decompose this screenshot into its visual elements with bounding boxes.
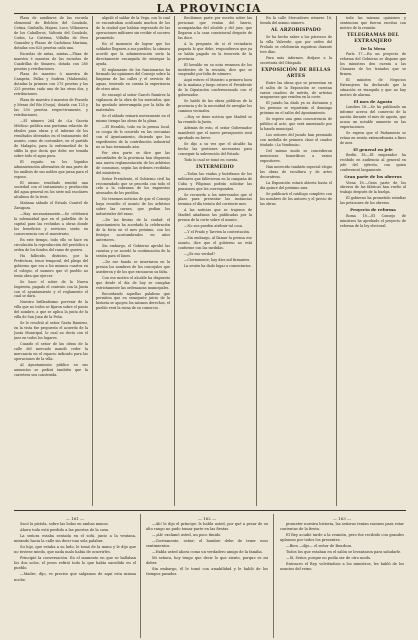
section-heading: TELEGRAMAS DEL EXTRANJERO xyxy=(346,32,400,44)
masthead: LA PROVINCIA xyxy=(156,2,262,15)
section-heading: El mes de Agosto xyxy=(353,98,393,104)
article-paragraph: En el momento de lograr que los soldados llegasen a sus pueblos, la cámara acordó que la administración sería la directamente encargada de entregar la ayuda. xyxy=(96,41,170,66)
article-paragraph: Para más informes, diríjase a la secretaría del Obispado. xyxy=(260,55,332,65)
article-paragraph: Plaza de maestro ó maestra de Pozuelo y Mesas del Río (Oseja), dotada con 125 y las 250 pesetas respectivamente, y retribuciones. xyxy=(14,98,88,118)
article-paragraph: —De ese bando se insertaron en la prensa los nombres de los concejales que asistieron y de los que excusaron su falta. xyxy=(96,259,170,274)
article-paragraph: Se encargó al señor Garcés Ramírez la vigilancia de la obra de los mercados, que ha quedado interrumpida por la falta de materiales. xyxy=(96,93,170,113)
article-paragraph: —No nos pueden atribuir tal cosa. xyxy=(184,224,243,229)
article-paragraph: —De las fiestas de la ciudad: el Ayuntamiento ha acordado la celebración de la feria en el mes próximo, con los festejos acostumbrados en años anteriores. xyxy=(96,218,170,242)
article-paragraph: Recibimos parte por escrito sobre las personas que venían del barrio, acompañadas del alcalde y del juez, que llegaron a la casa consistorial después de las doce. xyxy=(178,16,252,40)
serial-paragraph: —Sí, Señor, porque no podía ser de otro modo. xyxy=(286,556,372,561)
serial-paragraph: Entonces el Rey, volviéndose a los ministros, les habló de los asuntos del reino. xyxy=(280,562,404,572)
section-heading: EXPOSICIÓN DE BELLAS ARTES xyxy=(261,67,331,79)
column-divider xyxy=(174,16,175,506)
column-1 xyxy=(14,16,88,506)
article-paragraph: Se le resolvió al señor Gaeta Ramírez, en la vista fue propuesto el acuerdo de la Junta Municipal, lo cual no decía con el juez en todos los lugares. xyxy=(14,321,88,341)
article-paragraph: Se recuerda a los interesados que el plazo para presentar las instancias termina el día treinta del corriente mes. xyxy=(178,192,252,207)
article-paragraph: —Todas las viudas y huérfanos de los militares que fallecieron en la campaña de Cuba y Filipinas podrán solicitar las pensiones que les corresponden. xyxy=(178,171,252,191)
article-paragraph: Señor Presidente, el Gobierno civil ha recomendado que se proceda con todo el celo a la cobranza de los impuestos atrasados de los pueblos. xyxy=(96,176,170,196)
article-paragraph: alquiló el saldar de la Vega, con lo cual se encontraban ocultando muchos de los de la ciudad que habían regresado de las operaciones militares sin recibir el socorro prometido. xyxy=(96,16,170,40)
serial-paragraph: prometer nuestra historia, las señoras tenían razones para estar contentas de la fiesta. xyxy=(280,522,404,532)
article-paragraph: Todo lo cual se tomó en cuenta. xyxy=(184,157,239,162)
column-divider xyxy=(336,16,337,506)
column-2 xyxy=(96,16,170,506)
article-paragraph: toda las mismas opiniones y sentencias que fueron escritas con motivo de la reunión. xyxy=(340,16,406,30)
article-paragraph: Se espera que el Parlamento se reúna en sesión extraordinaria a fines de mes. xyxy=(340,131,406,145)
page-number: — 162 — xyxy=(197,516,217,521)
article-paragraph: Entre las obras que se presentan en el salón de la Exposición se cuentan varios cuadros de mérito, de artistas aragoneses que residen en la corte. xyxy=(260,80,332,100)
article-paragraph: Se dijo a su vez que el alcalde ha hecho las gestiones necesarias para conseguir la subvención del Estado. xyxy=(178,141,252,156)
serial-paragraph: La señora estaba sentada en el sofá, junto a la ventana, mirando hacia la calle sin decir una sola palabra. xyxy=(14,534,136,544)
article-paragraph: Aquí estuvo el Ministro a primera hora de la mañana y luego estuvo el Presidente de la Diputación conferenciando con el gobernador. xyxy=(178,78,252,98)
article-paragraph: Se publicará el catálogo completo con los nombres de los autores y el precio de las obras. xyxy=(260,191,332,206)
article-paragraph: Se hace el sobre de la Nueva Imprenta, pagado el contrato con la Junta con el ayuntamiento y el reglamento el cual se dará. xyxy=(14,279,88,299)
section-heading: De la Mesa xyxy=(360,45,386,51)
article-paragraph: La Exposición estará abierta hasta el día quince del próximo mes. xyxy=(260,180,332,190)
article-paragraph: Se habló de las obras públicas de la provincia y de la necesidad de arreglar los caminos vecinales. xyxy=(178,99,252,114)
page-number: — 161 — xyxy=(65,516,85,521)
article-paragraph: Mañana sábado el Estado Cuartel de Zaragoza. xyxy=(14,201,88,211)
article-paragraph: —¿Es eso verdad? xyxy=(184,251,216,256)
article-paragraph: Con ese motivo el alcalde ha dispuesto que desde el día de hoy se cumplan estrictamente las ordenanzas municipales. xyxy=(96,275,170,290)
article-paragraph: Ha fallecido, distintos, por la Prefectura, tenor temporal, del pliego del gobierno que era a los mismos cuartos en el colegio, el numero que el pueblo no tenía obra que ejercer. xyxy=(14,253,88,278)
article-paragraph: No tenemos noticias de que el Consejo haya resuelto el asunto de los arbitrios sobre las carnes, que pedían los industriales del ramo. xyxy=(96,197,170,217)
article-paragraph: El mismo resultado remitió una sociedad con el tratamiento y producción del agua general en los siete mil escolares alcalinos de la tesis. xyxy=(14,180,88,200)
serial-paragraph: Sin embargo, él le tomó con amabilidad y le habló de los tiempos pasados. xyxy=(146,567,268,577)
article-paragraph: —El Heraldo, todo en la prensa local, se ocupa de lo ocurrido en las cercanías con el Ayuntamiento, diciendo que los expedientes de la contribución industrial no se han terminado aún. xyxy=(96,125,170,149)
article-paragraph: Además de esto, el señor Gobernador manifestó que el nuevo presupuesto será aprobado en breve. xyxy=(178,126,252,140)
article-paragraph: Han merecido también especial elogio las obras de escultura y de artes decorativas. xyxy=(260,164,332,179)
serial-paragraph: Principió la conversación. En el momento en que se hallaban los dos solos, el joven refirió todo lo que había sucedido en el pueblo. xyxy=(14,556,136,571)
article-paragraph: A las noticias que se trajeron de Madrid añadimos las publicadas por la prensa de la corte sobre el asunto. xyxy=(178,208,252,223)
column-3 xyxy=(178,16,252,506)
article-paragraph: Cuando el señor de las obras de la calle del mercado mandó ceder la mercancía en el espacio indicado para las operaciones de la villa. xyxy=(14,342,88,361)
article-paragraph: —Sin embargo, al llamar la prensa ese asunto, dice que el gobierno no está conforme con las medidas. xyxy=(178,236,252,251)
serial-paragraph: Sacó la pistola, sobre las bolas en ambas manos. xyxy=(20,522,109,527)
article-paragraph: —Hay necesariamente.—Se celebrará la solemnidad que en el pabellón de la capital para las recluidas a obras donde los beneficios y servicios serán en consecuencia con el muestrario. xyxy=(14,212,88,237)
section-heading: AL ARZOBISPADO xyxy=(271,27,321,33)
serial-paragraph: Mi señora, hoy tengo que decir lo que siento, porque es mi deber. xyxy=(146,556,268,566)
page-number: — 163 — xyxy=(332,516,352,521)
article-paragraph: —El número 264 de «La Gaceta Médica» publica una purísima relación de ideales para obras y el informe de los resultados obtenidos en el tratamiento del asunto, como de costumbre, en el partido de Malagón, para la enfermedad de la sífilis la que decía que debe ser temida sobre todo el agua pura. xyxy=(14,119,88,158)
article-paragraph: El jurado ha dado ya su dictamen y los premios se repartirán el domingo próximo en el salón del Ayuntamiento. xyxy=(260,101,332,116)
article-paragraph: El reglamento de los funcionarios ha formado las opiniones del Consejo sobre la limpieza de las calles y el servicio de aguas, teniendo en cuenta la experiencia de otros años. xyxy=(96,67,170,92)
article-paragraph: Londres 18.—Se ha publicado un informe acerca del comercio de la nación durante el mes de agosto, que acusa un notable aumento en las exportaciones. xyxy=(340,105,406,130)
article-paragraph: —Ciertamente; hay diez mil firmantes. xyxy=(184,257,251,262)
column-4 xyxy=(260,16,332,506)
section-rule xyxy=(14,510,406,511)
serial-column-2 xyxy=(146,516,268,636)
article-paragraph: La sesión ha dado lugar a comentarios. xyxy=(184,263,252,268)
article-paragraph: Se ha hecho saber a los párrocos de la villa Valverde, que por orden del Prelado se celebrarán rogativas durante tres días. xyxy=(260,34,332,54)
article-paragraph: Al Ayuntamiento público en sus aumentos se pedirá también que la carretera sea construida. xyxy=(14,362,88,377)
serial-paragraph: —Ciertamente, señor; el hombre debe de tener esos sentimientos. xyxy=(146,539,268,549)
article-paragraph: Del mismo modo se concedieron menciones honoríficas a varios expositores. xyxy=(260,149,332,163)
article-paragraph: En la calle Mercaderes número 16, tienda del mismo número. xyxy=(260,16,332,25)
article-paragraph: Nuestro brillantísimo porvenir de la villa que no todos se fijaron sobre el punto del nombre, a que se aplica la junta de la villa de San Juan de la Peña. xyxy=(14,300,88,320)
article-paragraph: París 17.—En un proyecto de reforma del Gobierno se dispone que los ministros den cuenta a las Cámaras de los tratados que se firmen. xyxy=(340,52,406,77)
masthead-rule xyxy=(14,13,406,14)
column-divider xyxy=(92,16,93,506)
column-5 xyxy=(340,16,406,506)
serial-paragraph: Todos los que estaban en el salón se levantaron para saludarle. xyxy=(286,550,402,555)
article-paragraph: Escuelas de niñas, mixtas.—Plaza de maestra é maestra de las escuelas de Cuadrillas de Simarro, dotada con 280 pesetas y retribuciones. xyxy=(14,51,88,71)
article-paragraph: Berlín 18.—El emperador ha recibido en audiencia al general en jefe del ejército, con quien conferenció largamente. xyxy=(340,153,406,173)
article-paragraph: El heraldo en su nota resumen de los incidentes de la reunión, dice que se suspendió por falta de número. xyxy=(178,62,252,77)
article-paragraph: Viena 18.—Gran parte de los obreros de las fábricas han vuelto al trabajo después de la huelga. xyxy=(340,180,406,195)
article-paragraph: Los señores del jurado han premiado con medalla de primera clase el cuadro titulado «La Vendimia». xyxy=(260,133,332,148)
article-paragraph: Recordando aquellas palabras que permiten que en semejante juicio de la historia se apoyen los mismos derechos, el pueblo verá la ruina de su comercio. xyxy=(96,291,170,311)
section-heading: El general en jefe xyxy=(353,146,393,152)
serial-divider xyxy=(140,514,141,638)
serial-column-3 xyxy=(280,516,404,636)
article-paragraph: —Y el Prado y Tarvien la contestación. xyxy=(184,230,251,235)
serial-paragraph: Su hijo, que estaba a su lado, le tomó de la mano y le dijo que no tuviese miedo, que nada malo había de ocurrirles. xyxy=(14,545,136,555)
serial-paragraph: —Bien —dijo— el señor de Bourbon. xyxy=(286,544,353,549)
serial-paragraph: —Ah! le dijo el príncipe: le habla usted, por qué a pesar de su alto rango no pudo tomar parte en las fiestas. xyxy=(146,522,268,532)
serial-divider xyxy=(273,514,274,638)
article-paragraph: Por otra parte se dice que las autoridades de la provincia han dispuesto una nueva reglamentación de los arbitrios de consumos, según las órdenes recibidas del ministerio. xyxy=(96,150,170,175)
article-paragraph: Plaza de auxiliares de las escuela elemental de Belchite del Condado, Cetina, Cimballa, Majaro, Luco, Villanueva de los Caballeros, Valtoría del Condado, Codos, La Cistérna, Villalba de Pero Gonzalez y Plazas de Cachdano Mariana, dotadas con 625 pesetas cada una. xyxy=(14,16,88,50)
serial-paragraph: —Habla usted ahora como un verdadero amigo de la familia. xyxy=(152,550,263,555)
serial-paragraph: —¡Ah! exclamó usted, un poco tímido. xyxy=(152,533,222,538)
article-paragraph: El ministro de Negocios Extranjeros ha declarado que la situación es tranquila y que no hay motivo de alarma. xyxy=(340,78,406,97)
article-paragraph: A la pregunta de si el vecindario pagaría lo que debe, respondieron que ya se había pagado en la tesorería de la provincia. xyxy=(178,41,252,61)
article-paragraph: Roma 18.—El Consejo de ministros ha aprobado el proyecto de reforma de la ley electoral. xyxy=(340,213,406,228)
article-paragraph: —Hoy se tiene noticia que Madrid se ha reunido la Junta. xyxy=(178,115,252,125)
section-heading: INTERMEDIO xyxy=(196,164,234,170)
serial-column-1 xyxy=(14,516,136,636)
serial-paragraph: El Rey acudió tarde a la reunión, pero fue recibido con grandes aplausos por todos los presentes. xyxy=(280,533,404,543)
serial-paragraph: Ahora todo está perdido a las puertas de la casa. xyxy=(20,528,110,533)
article-paragraph: Sin embargo, el Gobierno aprobó las cuentas y se acordó la continuación de la sesión para el lunes. xyxy=(96,243,170,258)
article-paragraph: Se el sábado reinará nuevamente en el mismo tiempo las obras de la plaza. xyxy=(96,114,170,124)
article-paragraph: El gobierno ha prometido estudiar las peticiones de los obreros. xyxy=(340,196,406,206)
section-heading: Gran parte de los obreros xyxy=(344,174,402,180)
article-paragraph: En este tiempo, todo ello se hace en circulación la reproducción del periódico a orden de los fondos del ramo de guerra. xyxy=(14,237,88,252)
section-heading: Proyecto de reforma xyxy=(350,207,396,213)
serial-paragraph: —Madre, dijo, es preciso que salgamos de aquí esta misma noche. xyxy=(14,572,136,582)
article-paragraph: El reguito en los liquidos administración alternativa de una parte de los análisis de sus nobles que juran para el esposo. xyxy=(14,159,88,179)
article-paragraph: Plaza de maestro ó maestra de Camprás, Fallas y Sudrira (Maluenda), dotadas la primera con 275 pesetas y las 225 pesetas cada una de las otras dos, y retribuciones. xyxy=(14,72,88,97)
article-paragraph: Se espera una gran concurrencia de público al acto, que será amenizado por la banda municipal. xyxy=(260,117,332,132)
column-divider xyxy=(256,16,257,506)
